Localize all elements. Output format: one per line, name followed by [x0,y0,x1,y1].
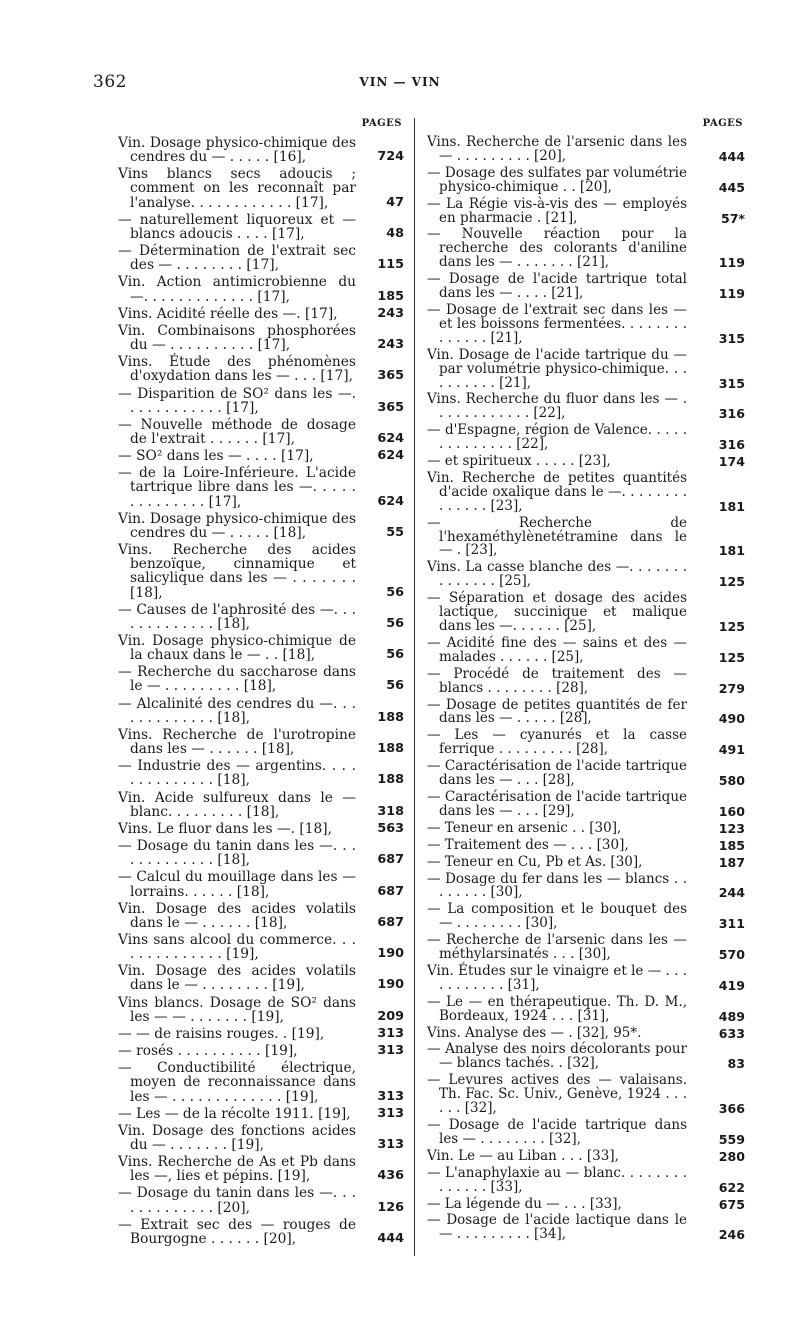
entry-page-number: 491 [718,742,745,758]
entry-text: Vin. Dosage des acides volatils dans le — . . . . . . [18], [118,900,356,931]
entry-page-number: 316 [718,406,745,422]
index-entry [118,902,404,930]
entry-text: — Conductibilité électrique, moyen de reconnaissance dans les — . . . . . . . . . . . . . [19], [118,1060,356,1105]
entry-text: — SO² dans les — . . . . [17], [118,448,314,465]
index-entry [118,512,404,540]
entry-page-number: 188 [377,709,404,725]
index-entry [427,836,745,853]
entry-page-number: 57* [720,210,745,226]
index-entry [118,1061,404,1103]
pages-label-right: PAGES [702,118,743,129]
entry-text: — Causes de l'aphrosité des —. . . . . . . . . . . . . [18], [118,601,356,632]
entry-page-number: 444 [718,148,745,164]
entry-page-number: 316 [718,437,745,453]
entry-text: Vin. Dosage physico-chimique de la chaux dans le — . . [18], [118,633,356,664]
entry-text: Vin. Dosage des acides volatils dans le — . . . . . . . . [19], [118,963,356,994]
entry-page-number: 311 [718,916,745,932]
entry-page-number: 48 [386,225,404,241]
index-column-left [118,118,404,1249]
index-entry [118,1218,404,1246]
index-entry [118,996,404,1024]
entry-text: Vins. La casse blanche des —. . . . . . . . . . . . . . [25], [427,559,687,590]
entry-text: — Disparition de SO² dans les —. . . . . . . . . . . . [17], [118,385,356,416]
index-entry [427,273,745,301]
entry-page-number: 315 [718,330,745,346]
entry-page-number: 580 [718,773,745,789]
index-entry [118,355,404,383]
index-entry [427,962,745,993]
entry-page-number: 279 [718,680,745,696]
index-entry [427,870,745,901]
index-entry [427,853,745,870]
entry-page-number: 56 [386,615,404,631]
index-entry [118,1027,404,1041]
entry-text: — La composition et le bouquet des — . . . . . . . . [30], [427,901,687,932]
index-entry [427,788,745,819]
entry-text: Vin. Dosage de l'acide tartrique du — par volumétrie physico-chimique. . . . . . . . . . [21], [427,346,687,391]
entry-page-number: 188 [377,741,404,757]
entry-page-number: 188 [377,772,404,788]
entry-text: — Traitement des — . . . [30], [427,836,629,853]
entry-page-number: 624 [377,430,404,446]
entry-page-number: 209 [377,1008,404,1024]
index-entry [427,228,745,270]
index-entry [118,634,404,662]
entry-text: — Détermination de l'extrait sec des — . . . . . . . . [17], [118,243,356,274]
entry-text: — Calcul du mouillage dans les — lorrains. . . . . . [18], [118,869,356,900]
entry-page-number: 119 [718,255,745,271]
entry-page-number: 366 [718,1101,745,1117]
index-entry [118,759,404,787]
entry-text: — de la Loire-Inférieure. L'acide tartrique libre dans les —. . . . . . . . . . . . . . [17], [118,465,356,510]
index-entry [118,1044,404,1058]
entry-text: — Analyse des noirs décolorants pour — blancs tachés. . [32], [427,1041,687,1072]
entry-page-number: 365 [377,368,404,384]
index-entry [118,728,404,756]
index-entry [427,760,745,788]
entry-page-number: 244 [718,885,745,901]
entry-text: — d'Espagne, région de Valence. . . . . . . . . . . . . . [22], [427,422,687,453]
entry-page-number: 436 [377,1168,404,1184]
index-entry [427,1119,745,1147]
entry-text: — Nouvelle réaction pour la recherche des colorants d'aniline dans les — . . . . . . . [21], [427,226,687,271]
entry-page-number: 160 [718,803,745,819]
entry-text: — Acidité fine des — sains et des — malades . . . . . . [25], [427,634,687,665]
entry-text: Vins. Acidité réelle des —. [17], [118,305,338,322]
page-header [0,72,800,94]
entry-page-number: 313 [377,1025,404,1041]
entry-text: Vin. Le — au Liban . . . [33], [427,1147,619,1164]
entry-page-number: 313 [377,1137,404,1152]
index-entry [118,1155,404,1183]
entry-page-number: 125 [718,574,745,590]
entry-text: — Dosage de l'acide lactique dans le — . . . . . . . . . [34], [427,1212,687,1243]
running-title: VIN — VIN [359,75,441,89]
entry-text: Vin. Action antimicrobienne du —. . . . . . . . . . . . . [17], [118,274,356,305]
index-entry [118,870,404,898]
entry-text: — Séparation et dosage des acides lactique, succinique et malique dans les —. . . . . . [25], [427,590,687,634]
index-entry [427,634,745,665]
entry-text: — L'anaphylaxie au — blanc. . . . . . . . . . . . . . [33], [427,1164,687,1195]
index-entry [427,469,745,514]
entry-text: — La légende du — . . . [33], [427,1195,622,1212]
entry-page-number: 280 [718,1148,745,1164]
index-entry [427,164,745,195]
entry-page-number: 490 [718,711,745,727]
entry-page-number: 622 [718,1179,745,1195]
index-entry [427,136,745,164]
entry-page-number: 115 [377,257,404,273]
entry-page-number: 243 [377,337,404,353]
entry-text: Vin. Dosage physico-chimique des cendres du — . . . . . [16], [118,135,356,166]
index-entry [118,822,404,836]
index-entry [427,819,745,836]
entry-text: — Dosage du tanin dans les —. . . . . . . . . . . . . [20], [118,1185,356,1216]
index-entry [427,1024,745,1041]
entry-page-number: 687 [377,914,404,930]
index-entry [427,195,745,226]
entry-page-number: 246 [718,1227,745,1243]
entry-text: — Dosage de l'acide tartrique total dans les — . . . . [21], [427,271,687,302]
index-entry [118,244,404,272]
entry-text: — Recherche du saccharose dans le — . . . . . . . . . [18], [118,664,356,695]
index-entry [118,466,404,508]
index-entry [118,275,404,303]
index-entry [118,665,404,693]
entry-text: Vin. Dosage physico-chimique des cendres du — . . . . . [18], [118,510,356,541]
column-divider [414,118,415,1256]
index-entry [118,136,404,164]
index-column-right [427,118,745,1245]
entry-page-number: 445 [718,179,745,195]
entry-page-number: 687 [377,852,404,868]
index-entry [118,791,404,819]
index-entry [427,346,745,391]
index-entry [118,449,404,463]
entry-page-number: 563 [377,820,404,836]
entry-page-number: 181 [718,543,745,559]
entry-text: — Dosage du fer dans les — blancs . . . . . . . . [30], [427,870,687,901]
entry-text: — Levures actives des — valaisans. Th. Fac. Sc. Univ., Genève, 1924 . . . . . . [32], [427,1072,687,1117]
entry-text: — Les — cyanurés et la casse ferrique . . . . . . . . . [28], [427,727,687,758]
entry-page-number: 126 [377,1199,404,1215]
entry-text: Vins. Étude des phénomènes d'oxydation dans les — . . . [17], [118,354,356,385]
index-entry [118,964,404,992]
entry-page-number: 570 [718,947,745,963]
index-entry [427,665,745,696]
entry-page-number: 55 [386,524,404,540]
index-entry [118,1186,404,1214]
index-entry [118,387,404,415]
entry-text: Vins. Recherche de l'urotropine dans les — . . . . . . [18], [118,726,356,758]
index-entry [427,301,745,346]
index-entry [427,993,745,1024]
pages-label-left: PAGES [361,118,402,129]
entry-text: — Caractérisation de l'acide tartrique dans les — . . . [29], [427,788,687,819]
entry-page-number: 559 [718,1131,745,1147]
entry-text: Vin. Recherche de petites quantités d'acide oxalique dans le —. . . . . . . . . . . . . . [23], [427,469,687,514]
index-entry [118,213,404,241]
entry-page-number: 47 [386,194,404,210]
entry-text: — Dosage de l'extrait sec dans les — et les boissons fermentées. . . . . . . . . . . . . . [21], [427,301,687,346]
entry-text: Vins. Le fluor dans les —. [18], [118,820,332,837]
entry-text: Vins sans alcool du commerce. . . . . . . . . . . . . . [19], [118,931,356,963]
index-entry [118,167,404,209]
entry-text: — Teneur en arsenic . . [30], [427,819,622,836]
entry-text: — Dosage de petites quantités de fer dans les — . . . . . [28], [427,696,687,727]
entry-text: — Alcalinité des cendres du —. . . . . . . . . . . . . [18], [118,695,356,726]
entry-page-number: 419 [718,977,745,993]
column-head-left [118,118,404,136]
index-entry [118,418,404,446]
entry-text: — Dosage du tanin dans les —. . . . . . . . . . . . . [18], [118,838,356,869]
entry-text: — Industrie des — argentins. . . . . . . . . . . . . . [18], [118,758,356,789]
entry-page-number: 56 [386,647,404,663]
entry-text: Vin. Combinaisons phosphorées du — . . . . . . . . . . [17], [118,322,356,354]
entry-page-number: 119 [718,286,745,302]
entry-page-number: 365 [377,399,404,415]
entry-text: Vin. Dosage des fonctions acides du — . . . . . . . [19], [118,1122,356,1153]
entry-text: Vin. Acide sulfureux dans le — blanc. . . . . . . . . [18], [118,789,356,820]
entry-page-number: 185 [377,288,404,304]
entry-page-number: 633 [718,1025,745,1041]
entry-page-number: 187 [718,854,745,870]
entry-text: — Les — de la récolte 1911. [19], [118,1105,351,1122]
entry-page-number: 56 [386,584,404,600]
entry-list-right [427,136,745,1242]
index-entry [427,455,745,469]
index-entry [427,393,745,421]
index-entry [118,307,404,321]
entry-text: — Dosage de l'acide tartrique dans les — . . . . . . . . [32], [427,1117,687,1147]
index-entry [427,729,745,757]
entry-text: — naturellement liquoreux et — blancs adoucis . . . . [17], [118,211,356,242]
entry-page-number: 125 [718,619,745,634]
index-entry [427,1043,745,1071]
entry-text: — La Régie vis-à-vis des — employés en pharmacie . [21], [427,195,687,226]
index-entry [427,1074,745,1116]
entry-page-number: 185 [718,837,745,853]
entry-text: Vin. Études sur le vinaigre et le — . . . . . . . . . . . [31], [427,962,687,993]
entry-text: Vins. Recherche des acides benzoïque, cinnamique et salicylique dans les — . . . . . . . [18], [118,542,356,601]
entry-page-number: 313 [377,1043,404,1059]
entry-text: Vins. Recherche du fluor dans les — . . . . . . . . . . . . [22], [427,391,687,422]
entry-text: — — de raisins rouges. . [19], [118,1025,325,1042]
index-entry [427,561,745,589]
entry-page-number: 190 [377,946,404,962]
entry-text: — Le — en thérapeutique. Th. D. M., Bordeaux, 1924 . . . [31], [427,993,687,1024]
entry-page-number: 489 [718,1008,745,1024]
entry-text: — et spiritueux . . . . . [23], [427,453,611,470]
entry-page-number: 624 [377,448,404,464]
index-entry [427,1195,745,1212]
index-entry [427,903,745,931]
entry-list-left [118,136,404,1246]
index-entry [118,839,404,867]
entry-text: — Caractérisation de l'acide tartrique dans les — . . . [28], [427,758,687,789]
entry-text: — Recherche de l'hexaméthylènetétramine dans le — . [23], [427,514,687,559]
entry-page-number: 313 [377,1105,404,1121]
entry-page-number: 313 [377,1088,404,1104]
index-entry [118,1124,404,1152]
entry-page-number: 181 [718,498,745,514]
entry-text: — Nouvelle méthode de dosage de l'extrait . . . . . . [17], [118,416,356,447]
entry-text: — Teneur en Cu, Pb et As. [30], [427,853,643,870]
index-entry [427,696,745,727]
column-head-right [427,118,745,136]
entry-page-number: 624 [377,493,404,509]
index-entry [427,424,745,452]
index-entry [427,1147,745,1164]
entry-page-number: 444 [377,1230,404,1246]
index-entry [118,324,404,352]
index-entry [427,934,745,962]
entry-text: — rosés . . . . . . . . . . [19], [118,1043,298,1060]
index-entry [427,514,745,559]
page-number: 362 [93,72,127,92]
entry-page-number: 83 [727,1056,745,1072]
entry-page-number: 318 [377,803,404,819]
entry-text: — Dosage des sulfates par volumétrie physico-chimique . . [20], [427,164,687,195]
index-entry [118,543,404,600]
entry-page-number: 56 [386,678,404,694]
entry-text: Vins. Recherche de l'arsenic dans les — . . . . . . . . . [20], [427,134,687,164]
entry-text: — Recherche de l'arsenic dans les — méthylarsinatés . . . [30], [427,932,687,963]
entry-page-number: 675 [718,1196,745,1212]
entry-text: Vins blancs. Dosage de SO² dans les — — . . . . . . . [19], [118,994,356,1025]
entry-page-number: 724 [377,149,404,165]
entry-text: — Procédé de traitement des — blancs . . . . . . . . [28], [427,665,687,696]
index-entry [118,1107,404,1121]
entry-text: Vins. Recherche de As et Pb dans les —, lies et pépins. [19], [118,1154,356,1185]
entry-text: Vins blancs secs adoucis ; comment on les reconnaît par l'analyse. . . . . . . . . . . . [17], [118,166,356,211]
entry-page-number: 125 [718,649,745,665]
entry-page-number: 123 [718,820,745,836]
entry-text: Vins. Analyse des — . [32], 95*. [427,1024,642,1041]
entry-page-number: 243 [377,305,404,321]
entry-page-number: 687 [377,883,404,899]
index-entry [118,933,404,961]
index-entry [427,592,745,634]
index-entry [427,1214,745,1242]
entry-page-number: 174 [718,454,745,470]
entry-page-number: 190 [377,977,404,993]
entry-page-number: 315 [718,375,745,391]
index-entry [427,1164,745,1195]
entry-text: — Extrait sec des — rouges de Bourgogne . . . . . . [20], [118,1216,356,1247]
index-entry [118,697,404,725]
index-entry [118,603,404,631]
